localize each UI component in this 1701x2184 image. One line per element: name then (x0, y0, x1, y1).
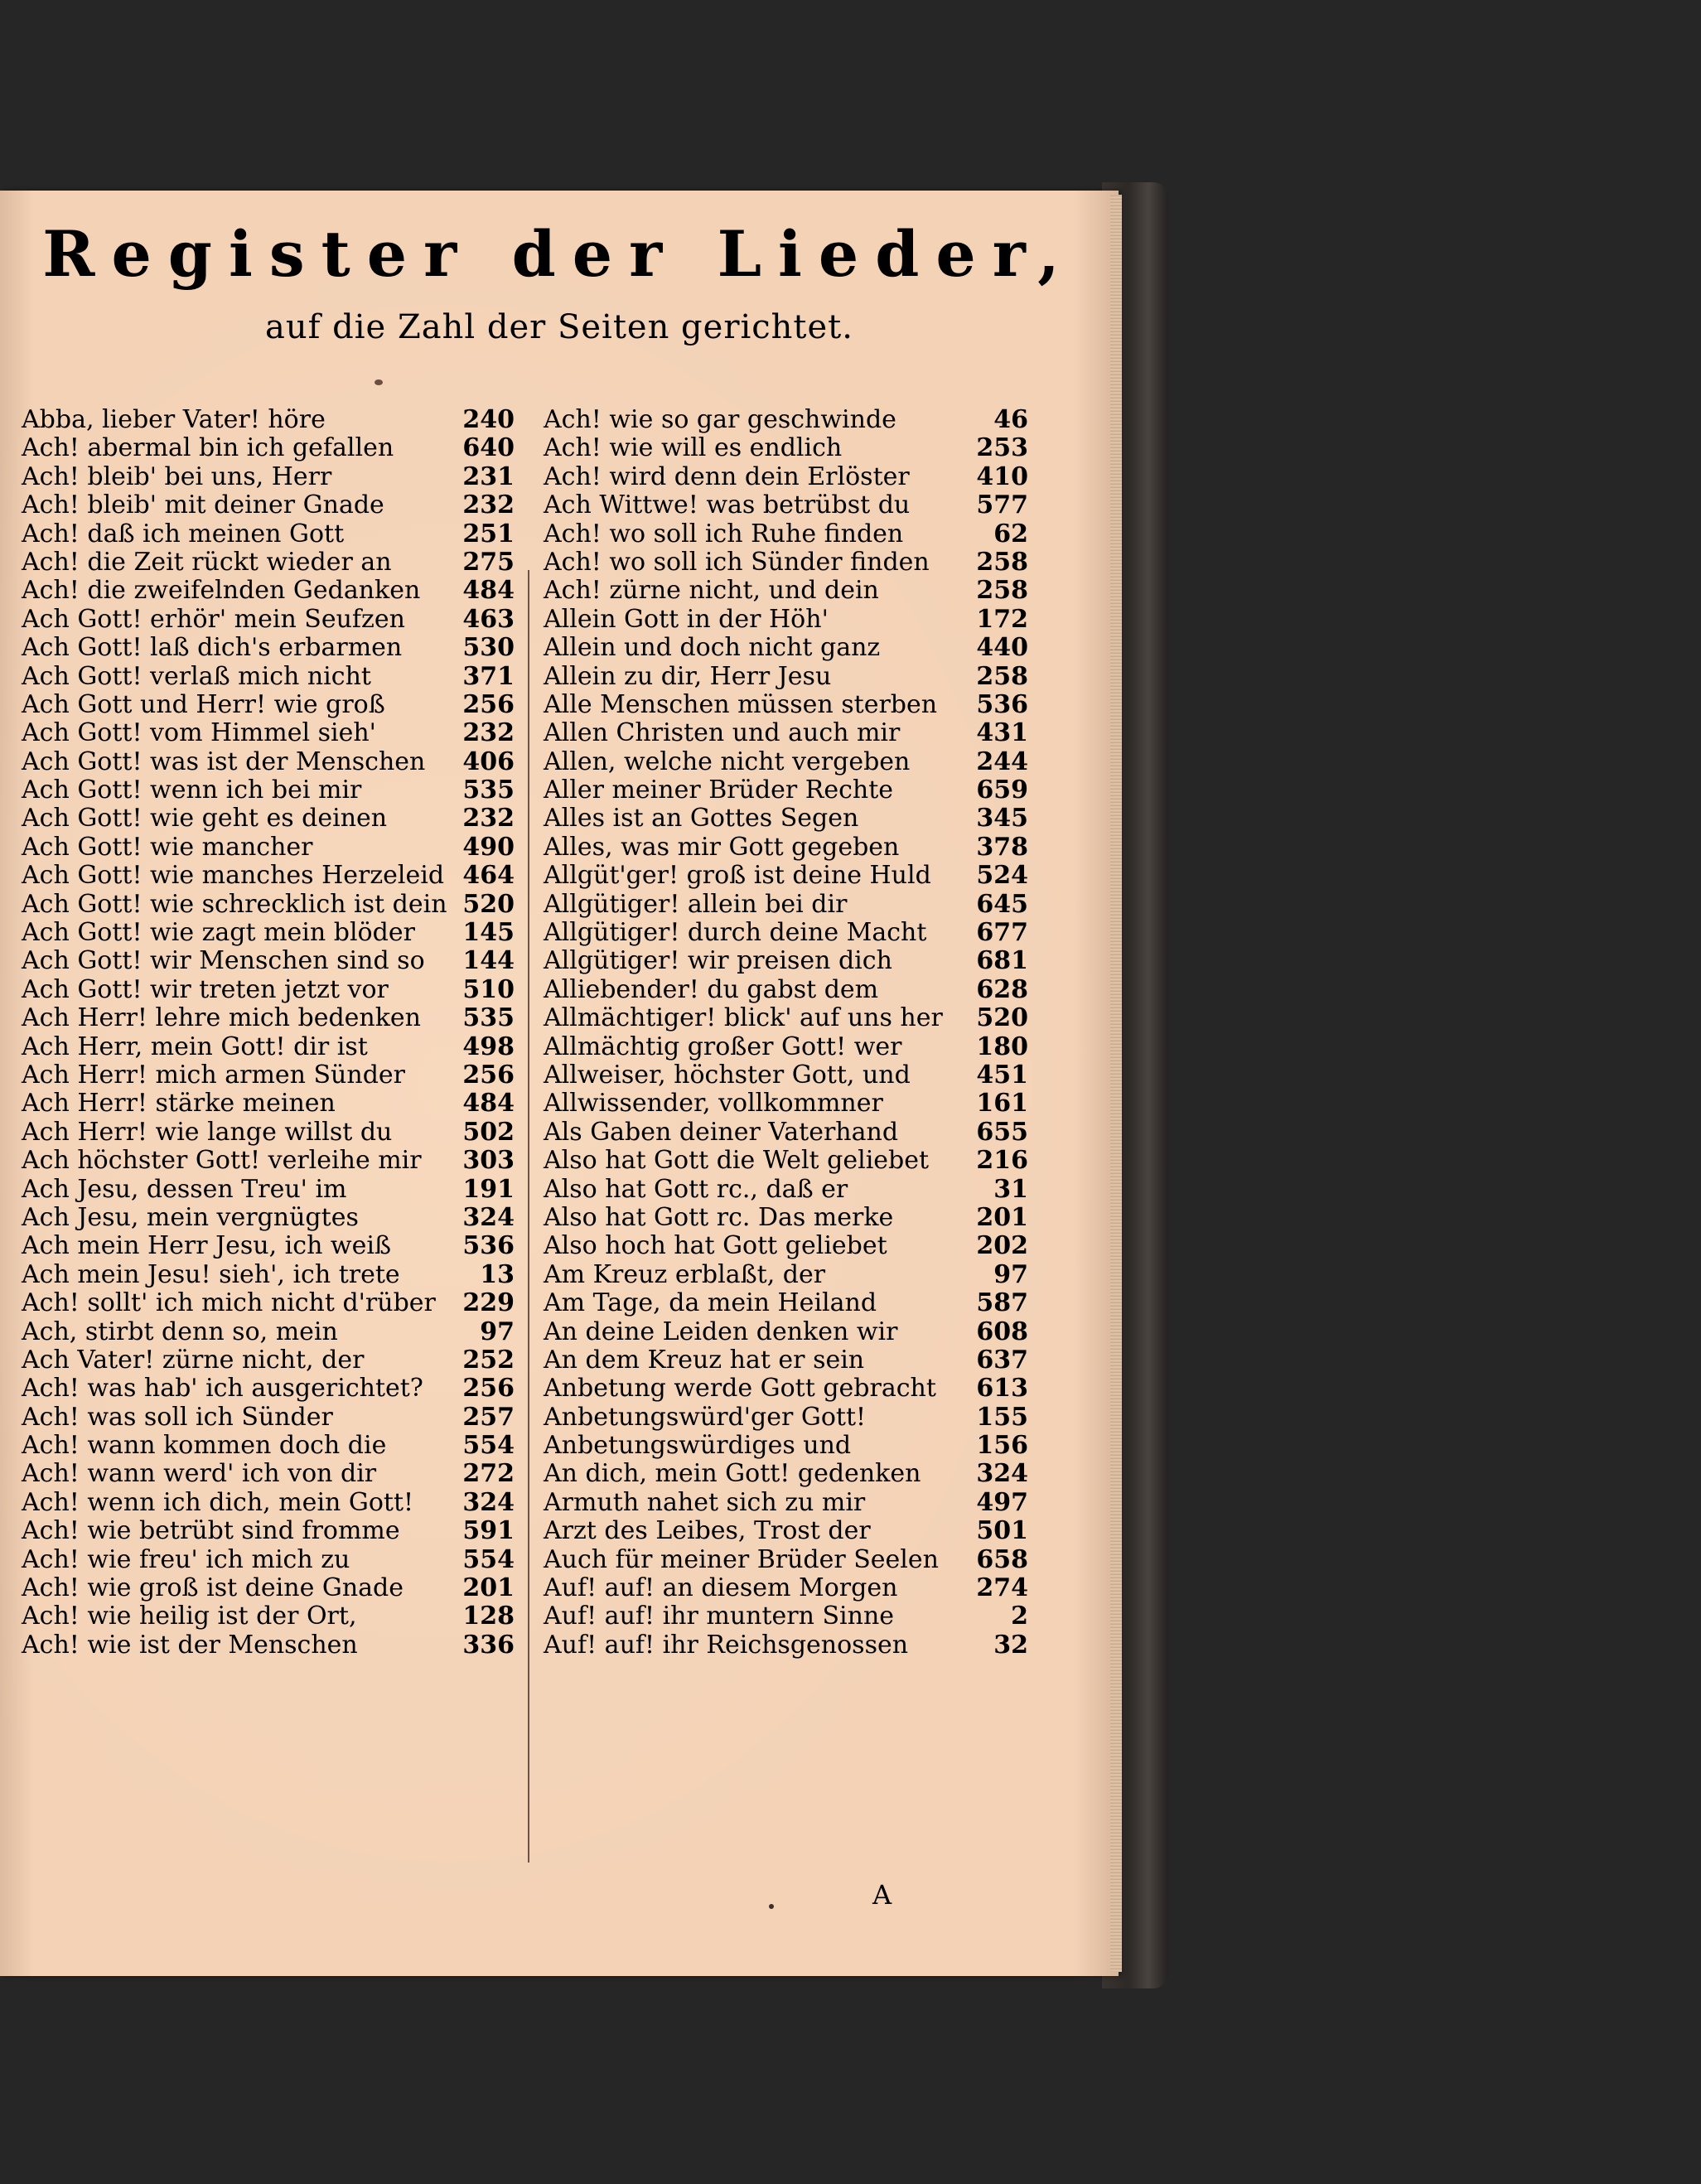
entry-page-number: 431 (976, 718, 1028, 748)
entry-title: Armuth nahet sich zu mir (544, 1487, 866, 1517)
register-entry (22, 833, 515, 862)
register-entry (22, 1517, 515, 1545)
entry-title: Ach! abermal bin ich gefallen (22, 433, 394, 463)
entry-title: Ach! zürne nicht, und dein (544, 576, 879, 606)
entry-title: Ach, stirbt denn so, mein (22, 1317, 338, 1346)
entry-title: Ach! wie heilig ist der Ort, (22, 1602, 357, 1631)
entry-page-number: 201 (976, 1202, 1028, 1232)
register-entry (22, 1631, 515, 1660)
entry-title: Ach Gott! wie mancher (22, 832, 313, 862)
register-entry (544, 1375, 1028, 1403)
entry-title: Ach mein Herr Jesu, ich weiß (22, 1231, 392, 1261)
entry-page-number: 97 (993, 1259, 1028, 1289)
entry-title: Ach! was hab' ich ausgerichtet? (22, 1374, 423, 1404)
register-entry (544, 748, 1028, 776)
register-entry (544, 1489, 1028, 1517)
entry-title: Ach Jesu, mein vergnügtes (22, 1202, 359, 1232)
entry-title: Als Gaben deiner Vaterhand (544, 1117, 899, 1147)
entry-title: Allein Gott in der Höh' (544, 604, 829, 634)
entry-title: Allwissender, vollkommner (544, 1089, 883, 1119)
entry-title: Allmächtig großer Gott! wer (544, 1032, 902, 1061)
register-entry (544, 520, 1028, 548)
entry-page-number: 510 (462, 974, 515, 1004)
register-entry (544, 663, 1028, 691)
register-entry (544, 406, 1028, 434)
entry-page-number: 202 (976, 1231, 1028, 1261)
register-entry (22, 1574, 515, 1602)
register-entry (544, 634, 1028, 662)
register-entry (22, 805, 515, 833)
register-entry (544, 719, 1028, 747)
entry-page-number: 172 (976, 604, 1028, 634)
entry-title: Ach! wie will es endlich (544, 433, 843, 463)
page-edge (1110, 195, 1122, 1972)
register-entry (22, 1232, 515, 1260)
register-entry (22, 862, 515, 890)
entry-page-number: 251 (462, 519, 515, 548)
entry-title: Ach Herr! lehre mich bedenken (22, 1003, 422, 1033)
entry-page-number: 524 (976, 861, 1028, 891)
entry-page-number: 275 (462, 547, 515, 577)
register-entry (22, 1432, 515, 1460)
entry-title: Ach Herr, mein Gott! dir ist (22, 1032, 368, 1061)
entry-page-number: 145 (462, 918, 515, 948)
catchword: A (872, 1879, 892, 1911)
entry-page-number: 520 (976, 1003, 1028, 1033)
register-entry (22, 1061, 515, 1090)
register-entry (544, 577, 1028, 605)
register-entry (544, 548, 1028, 577)
register-entry (544, 1517, 1028, 1545)
entry-title: Am Tage, da mein Heiland (544, 1288, 877, 1318)
entry-page-number: 324 (462, 1487, 515, 1517)
entry-page-number: 498 (462, 1032, 515, 1061)
register-entry (22, 1602, 515, 1631)
entry-page-number: 31 (993, 1174, 1028, 1204)
register-entry (22, 1375, 515, 1403)
entry-title: Ach! was soll ich Sünder (22, 1402, 333, 1432)
entry-page-number: 535 (462, 776, 515, 805)
entry-title: Alles ist an Gottes Segen (544, 804, 859, 833)
entry-title: Ach mein Jesu! sieh', ich trete (22, 1259, 400, 1289)
entry-page-number: 32 (993, 1630, 1028, 1660)
entry-title: Anbetungswürd'ger Gott! (544, 1402, 867, 1432)
ornament-dot (375, 379, 383, 385)
register-entry (22, 1346, 515, 1375)
register-entry (22, 691, 515, 719)
entry-page-number: 303 (462, 1146, 515, 1176)
entry-page-number: 410 (976, 461, 1028, 491)
register-entry (544, 1033, 1028, 1061)
register-entry (22, 491, 515, 519)
entry-page-number: 371 (462, 661, 515, 691)
entry-page-number: 62 (993, 519, 1028, 548)
entry-title: Auf! auf! an diesem Morgen (544, 1573, 898, 1603)
entry-title: Ach Gott! verlaß mich nicht (22, 661, 371, 691)
entry-page-number: 258 (976, 661, 1028, 691)
entry-title: Ach! bleib' mit deiner Gnade (22, 490, 384, 520)
entry-title: Allein zu dir, Herr Jesu (544, 661, 832, 691)
register-entry (22, 748, 515, 776)
register-entry (22, 606, 515, 634)
entry-page-number: 256 (462, 1060, 515, 1090)
register-entry (544, 491, 1028, 519)
register-entry (544, 1432, 1028, 1460)
page-subtitle: auf die Zahl der Seiten gerichtet. (265, 308, 853, 346)
entry-page-number: 406 (462, 747, 515, 776)
entry-title: Anbetung werde Gott gebracht (544, 1374, 936, 1404)
entry-title: Ach! bleib' bei uns, Herr (22, 461, 332, 491)
register-entry (22, 1033, 515, 1061)
register-entry (544, 891, 1028, 919)
entry-page-number: 501 (976, 1516, 1028, 1546)
register-entry (544, 606, 1028, 634)
register-entry (544, 1574, 1028, 1602)
entry-page-number: 229 (462, 1288, 515, 1318)
register-column-left (22, 406, 515, 1660)
register-entry (544, 1602, 1028, 1631)
entry-page-number: 252 (462, 1345, 515, 1375)
register-entry (22, 919, 515, 947)
entry-title: An dem Kreuz hat er sein (544, 1345, 865, 1375)
entry-page-number: 2 (1011, 1602, 1028, 1631)
register-entry (22, 1404, 515, 1432)
entry-page-number: 240 (462, 405, 515, 434)
entry-page-number: 536 (976, 689, 1028, 719)
entry-title: Also hoch hat Gott geliebet (544, 1231, 887, 1261)
entry-page-number: 484 (462, 576, 515, 606)
entry-page-number: 345 (976, 804, 1028, 833)
register-entry (544, 1404, 1028, 1432)
entry-title: Allweiser, höchster Gott, und (544, 1060, 911, 1090)
entry-title: Ach Gott! wie manches Herzeleid (22, 861, 445, 891)
entry-title: Ach Gott! wie geht es deinen (22, 804, 388, 833)
entry-page-number: 655 (976, 1117, 1028, 1147)
entry-title: Also hat Gott die Welt geliebet (544, 1146, 930, 1176)
entry-title: Ach! wie so gar geschwinde (544, 405, 896, 434)
register-entry (22, 634, 515, 662)
register-entry (544, 862, 1028, 890)
entry-page-number: 463 (462, 604, 515, 634)
entry-title: Ach Gott! vom Himmel sieh' (22, 718, 376, 748)
entry-title: Ach! wenn ich dich, mein Gott! (22, 1487, 414, 1517)
entry-page-number: 681 (976, 946, 1028, 976)
entry-title: Ach! wie betrübt sind fromme (22, 1516, 400, 1546)
register-entry (22, 1460, 515, 1488)
register-entry (22, 548, 515, 577)
register-entry (544, 976, 1028, 1004)
entry-title: Allgütiger! allein bei dir (544, 889, 848, 919)
register-entry (544, 1090, 1028, 1118)
entry-page-number: 520 (462, 889, 515, 919)
register-entry (544, 1546, 1028, 1574)
register-entry (22, 434, 515, 462)
register-entry (544, 805, 1028, 833)
entry-page-number: 640 (462, 433, 515, 463)
entry-title: Ach Gott! wie zagt mein blöder (22, 918, 415, 948)
entry-title: Ach! die Zeit rückt wieder an (22, 547, 392, 577)
entry-page-number: 191 (462, 1174, 515, 1204)
register-entry (544, 434, 1028, 462)
register-entry (544, 1232, 1028, 1260)
entry-page-number: 324 (462, 1202, 515, 1232)
entry-title: Auch für meiner Brüder Seelen (544, 1544, 939, 1574)
entry-page-number: 536 (462, 1231, 515, 1261)
entry-title: Allein und doch nicht ganz (544, 633, 881, 663)
register-entry (22, 406, 515, 434)
entry-title: Ach! sollt' ich mich nicht d'rüber (22, 1288, 436, 1318)
entry-page-number: 591 (462, 1516, 515, 1546)
entry-page-number: 464 (462, 861, 515, 891)
entry-page-number: 155 (976, 1402, 1028, 1432)
entry-title: Auf! auf! ihr Reichsgenossen (544, 1630, 909, 1660)
entry-title: Ach! wie ist der Menschen (22, 1630, 358, 1660)
register-entry (22, 1261, 515, 1289)
entry-title: Ach Herr! stärke meinen (22, 1089, 336, 1119)
entry-title: Aller meiner Brüder Rechte (544, 776, 894, 805)
entry-page-number: 97 (480, 1317, 515, 1346)
register-entry (22, 719, 515, 747)
register-entry (22, 1147, 515, 1175)
entry-page-number: 677 (976, 918, 1028, 948)
entry-title: Ach! wird denn dein Erlöster (544, 461, 910, 491)
entry-title: An deine Leiden denken wir (544, 1317, 898, 1346)
register-entry (22, 1119, 515, 1147)
entry-title: Ach Gott! laß dich's erbarmen (22, 633, 403, 663)
entry-page-number: 216 (976, 1146, 1028, 1176)
entry-title: Allgüt'ger! groß ist deine Huld (544, 861, 931, 891)
register-entry (22, 976, 515, 1004)
entry-title: Allmächtiger! blick' auf uns her (544, 1003, 943, 1033)
register-entry (544, 1061, 1028, 1090)
entry-title: Ach Gott! wenn ich bei mir (22, 776, 362, 805)
entry-title: Ach Herr! wie lange willst du (22, 1117, 393, 1147)
entry-title: Ach Jesu, dessen Treu' im (22, 1174, 347, 1204)
entry-page-number: 484 (462, 1089, 515, 1119)
entry-title: Alles, was mir Gott gegeben (544, 832, 900, 862)
register-entry (544, 1119, 1028, 1147)
entry-page-number: 659 (976, 776, 1028, 805)
entry-title: Ach Vater! zürne nicht, der (22, 1345, 365, 1375)
register-entry (22, 520, 515, 548)
footer-dot (769, 1904, 774, 1909)
entry-page-number: 201 (462, 1573, 515, 1603)
entry-page-number: 231 (462, 461, 515, 491)
entry-title: Ach! wie freu' ich mich zu (22, 1544, 350, 1574)
entry-title: Allgütiger! durch deine Macht (544, 918, 927, 948)
entry-title: Alliebender! du gabst dem (544, 974, 879, 1004)
register-entry (544, 776, 1028, 805)
entry-page-number: 378 (976, 832, 1028, 862)
entry-title: Ach! wann kommen doch die (22, 1431, 387, 1461)
register-entry (544, 1261, 1028, 1289)
entry-page-number: 637 (976, 1345, 1028, 1375)
entry-title: Am Kreuz erblaßt, der (544, 1259, 826, 1289)
register-entry (22, 663, 515, 691)
entry-page-number: 232 (462, 804, 515, 833)
entry-page-number: 274 (976, 1573, 1028, 1603)
register-entry (544, 947, 1028, 975)
register-entry (22, 463, 515, 491)
entry-page-number: 336 (462, 1630, 515, 1660)
entry-title: Ach Gott! wir treten jetzt vor (22, 974, 389, 1004)
entry-page-number: 608 (976, 1317, 1028, 1346)
register-entry (22, 776, 515, 805)
entry-page-number: 257 (462, 1402, 515, 1432)
entry-page-number: 658 (976, 1544, 1028, 1574)
entry-page-number: 253 (976, 433, 1028, 463)
entry-page-number: 502 (462, 1117, 515, 1147)
entry-page-number: 256 (462, 1374, 515, 1404)
register-entry (22, 1090, 515, 1118)
entry-title: Ach Wittwe! was betrübst du (544, 490, 911, 520)
entry-title: Ach Gott! was ist der Menschen (22, 747, 426, 776)
register-entry (22, 1204, 515, 1232)
register-entry (544, 1147, 1028, 1175)
register-entry (22, 891, 515, 919)
entry-title: Alle Menschen müssen sterben (544, 689, 938, 719)
entry-page-number: 440 (976, 633, 1028, 663)
register-entry (22, 1318, 515, 1346)
register-entry (22, 1546, 515, 1574)
entry-title: Auf! auf! ihr muntern Sinne (544, 1602, 895, 1631)
entry-title: Allen, welche nicht vergeben (544, 747, 911, 776)
entry-title: An dich, mein Gott! gedenken (544, 1459, 921, 1489)
register-entry (544, 1318, 1028, 1346)
entry-title: Also hat Gott rc. Das merke (544, 1202, 894, 1232)
entry-page-number: 535 (462, 1003, 515, 1033)
entry-page-number: 232 (462, 490, 515, 520)
register-entry (22, 947, 515, 975)
entry-page-number: 13 (480, 1259, 515, 1289)
page-title: Register der Lieder, (42, 217, 1076, 291)
register-column-right (544, 406, 1028, 1660)
entry-page-number: 232 (462, 718, 515, 748)
entry-page-number: 256 (462, 689, 515, 719)
entry-page-number: 530 (462, 633, 515, 663)
register-entry (22, 1004, 515, 1032)
entry-page-number: 613 (976, 1374, 1028, 1404)
entry-page-number: 628 (976, 974, 1028, 1004)
entry-page-number: 577 (976, 490, 1028, 520)
register-entry (22, 1176, 515, 1204)
entry-title: Allgütiger! wir preisen dich (544, 946, 892, 976)
register-entry (544, 919, 1028, 947)
entry-title: Ach Gott! wie schrecklich ist dein (22, 889, 447, 919)
register-entry (544, 1460, 1028, 1488)
entry-page-number: 144 (462, 946, 515, 976)
entry-title: Arzt des Leibes, Trost der (544, 1516, 871, 1546)
entry-title: Abba, lieber Vater! höre (22, 405, 326, 434)
entry-page-number: 180 (976, 1032, 1028, 1061)
entry-page-number: 451 (976, 1060, 1028, 1090)
entry-page-number: 258 (976, 547, 1028, 577)
register-entry (22, 577, 515, 605)
entry-title: Also hat Gott rc., daß er (544, 1174, 848, 1204)
column-divider (528, 570, 529, 1863)
entry-page-number: 272 (462, 1459, 515, 1489)
entry-title: Ach! wo soll ich Sünder finden (544, 547, 930, 577)
entry-page-number: 645 (976, 889, 1028, 919)
register-entry (544, 1289, 1028, 1317)
entry-title: Ach! wo soll ich Ruhe finden (544, 519, 904, 548)
register-entry (544, 1004, 1028, 1032)
entry-page-number: 156 (976, 1431, 1028, 1461)
register-entry (22, 1489, 515, 1517)
register-entry (544, 1631, 1028, 1660)
entry-page-number: 587 (976, 1288, 1028, 1318)
entry-page-number: 161 (976, 1089, 1028, 1119)
entry-title: Ach Gott! wir Menschen sind so (22, 946, 425, 976)
entry-page-number: 554 (462, 1544, 515, 1574)
entry-page-number: 324 (976, 1459, 1028, 1489)
entry-title: Anbetungswürdiges und (544, 1431, 852, 1461)
entry-page-number: 258 (976, 576, 1028, 606)
register-entry (544, 1346, 1028, 1375)
register-entry (22, 1289, 515, 1317)
register-entry (544, 833, 1028, 862)
entry-title: Ach Gott! erhör' mein Seufzen (22, 604, 405, 634)
entry-title: Ach! wann werd' ich von dir (22, 1459, 377, 1489)
entry-title: Ach! daß ich meinen Gott (22, 519, 345, 548)
entry-title: Ach Gott und Herr! wie groß (22, 689, 385, 719)
entry-title: Ach Herr! mich armen Sünder (22, 1060, 405, 1090)
register-entry (544, 1204, 1028, 1232)
entry-page-number: 490 (462, 832, 515, 862)
entry-page-number: 46 (993, 405, 1028, 434)
entry-page-number: 128 (462, 1602, 515, 1631)
register-entry (544, 691, 1028, 719)
entry-title: Ach! die zweifelnden Gedanken (22, 576, 421, 606)
entry-page-number: 554 (462, 1431, 515, 1461)
entry-title: Allen Christen und auch mir (544, 718, 901, 748)
entry-page-number: 244 (976, 747, 1028, 776)
entry-title: Ach höchster Gott! verleihe mir (22, 1146, 422, 1176)
entry-page-number: 497 (976, 1487, 1028, 1517)
entry-title: Ach! wie groß ist deine Gnade (22, 1573, 404, 1603)
register-entry (544, 1176, 1028, 1204)
register-entry (544, 463, 1028, 491)
